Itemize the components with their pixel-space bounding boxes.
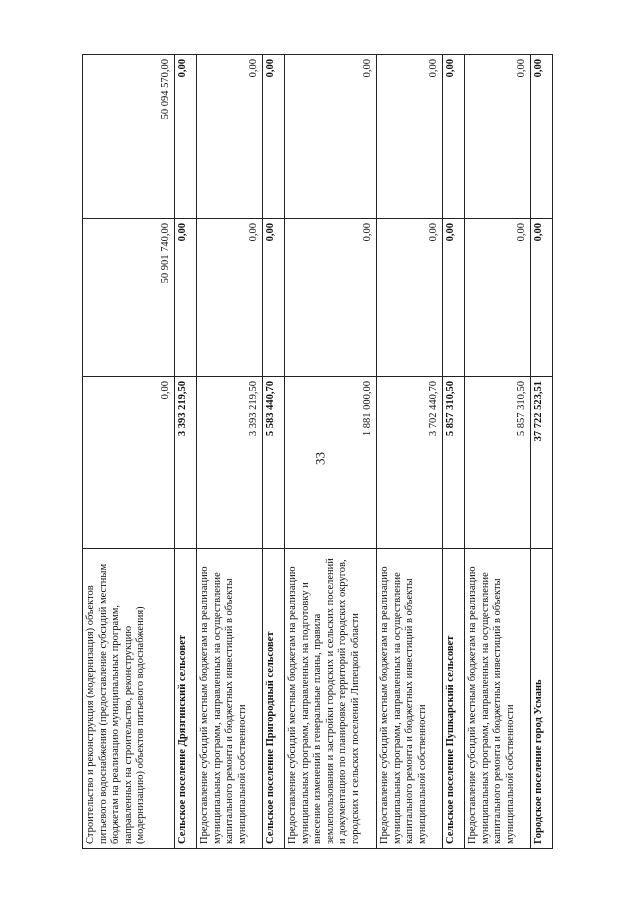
value-year-1: 5 583 440,70 bbox=[263, 377, 285, 549]
table-row bbox=[83, 55, 175, 849]
value-year-1: 1 881 000,00 bbox=[285, 377, 377, 549]
row-name: Строительство и реконструкция (модернизация) объектов питьевого водоснабжения (предоставление субсидий местным бюджетам на реализацию муниципальных программ, направленных на строительство, реконструкцию (модернизацию) объектов питьевого водоснабжения) bbox=[83, 549, 175, 849]
page-number: 33 bbox=[312, 452, 328, 465]
row-name: Предоставление субсидий местным бюджетам на реализацию муниципальных программ, направленных на подготовку и внесение изменений в генеральные планы, правила землепользования и застройки городских и сельских поселений и документацию по планировке территорий городских округов, городских и сельских поселений Липецкой области bbox=[285, 549, 377, 849]
value-year-1: 37 722 523,51 bbox=[531, 377, 553, 549]
row-name: Предоставление субсидий местным бюджетам на реализацию муниципальных программ, направленных на осуществление капитального ремонта и бюджетных инвестиций в объекты муниципальной собственности bbox=[377, 549, 443, 849]
value-year-1: 3 393 219,50 bbox=[175, 377, 197, 549]
table-row bbox=[197, 55, 263, 849]
table-row bbox=[285, 55, 377, 849]
value-year-3: 0,00 bbox=[465, 55, 531, 219]
value-year-2: 0,00 bbox=[175, 219, 197, 377]
table-row bbox=[377, 55, 443, 849]
value-year-3: 0,00 bbox=[443, 55, 465, 219]
value-year-1: 5 857 310,50 bbox=[443, 377, 465, 549]
value-year-1: 5 857 310,50 bbox=[465, 377, 531, 549]
value-year-3: 0,00 bbox=[197, 55, 263, 219]
value-year-2: 0,00 bbox=[285, 219, 377, 377]
value-year-3: 50 094 570,00 bbox=[83, 55, 175, 219]
value-year-2: 0,00 bbox=[443, 219, 465, 377]
value-year-1: 0,00 bbox=[83, 377, 175, 549]
value-year-3: 0,00 bbox=[263, 55, 285, 219]
settlement-row bbox=[175, 55, 197, 849]
value-year-2: 0,00 bbox=[531, 219, 553, 377]
settlement-row bbox=[531, 55, 553, 849]
settlement-name: Городское поселение город Усмань bbox=[531, 549, 553, 849]
value-year-3: 0,00 bbox=[531, 55, 553, 219]
value-year-2: 0,00 bbox=[465, 219, 531, 377]
subsidies-table bbox=[82, 54, 553, 849]
value-year-2: 0,00 bbox=[377, 219, 443, 377]
settlement-name: Сельское поселение Дрязгинский сельсовет bbox=[175, 549, 197, 849]
value-year-2: 50 901 740,00 bbox=[83, 219, 175, 377]
table-row bbox=[465, 55, 531, 849]
settlement-row bbox=[443, 55, 465, 849]
value-year-3: 0,00 bbox=[175, 55, 197, 219]
value-year-1: 3 393 219,50 bbox=[197, 377, 263, 549]
value-year-3: 0,00 bbox=[285, 55, 377, 219]
row-name: Предоставление субсидий местным бюджетам на реализацию муниципальных программ, направленных на осуществление капитального ремонта и бюджетных инвестиций в объекты муниципальной собственности bbox=[197, 549, 263, 849]
settlement-name: Сельское поселение Пригородный сельсовет bbox=[263, 549, 285, 849]
settlement-row bbox=[263, 55, 285, 849]
row-name: Предоставление субсидий местным бюджетам на реализацию муниципальных программ, направленных на осуществление капитального ремонта и бюджетных инвестиций в объекты муниципальной собственности bbox=[465, 549, 531, 849]
value-year-3: 0,00 bbox=[377, 55, 443, 219]
rotated-table-container bbox=[82, 55, 552, 849]
value-year-2: 0,00 bbox=[263, 219, 285, 377]
settlement-name: Сельское поселение Пушкарский сельсовет bbox=[443, 549, 465, 849]
value-year-1: 3 702 440,70 bbox=[377, 377, 443, 549]
value-year-2: 0,00 bbox=[197, 219, 263, 377]
